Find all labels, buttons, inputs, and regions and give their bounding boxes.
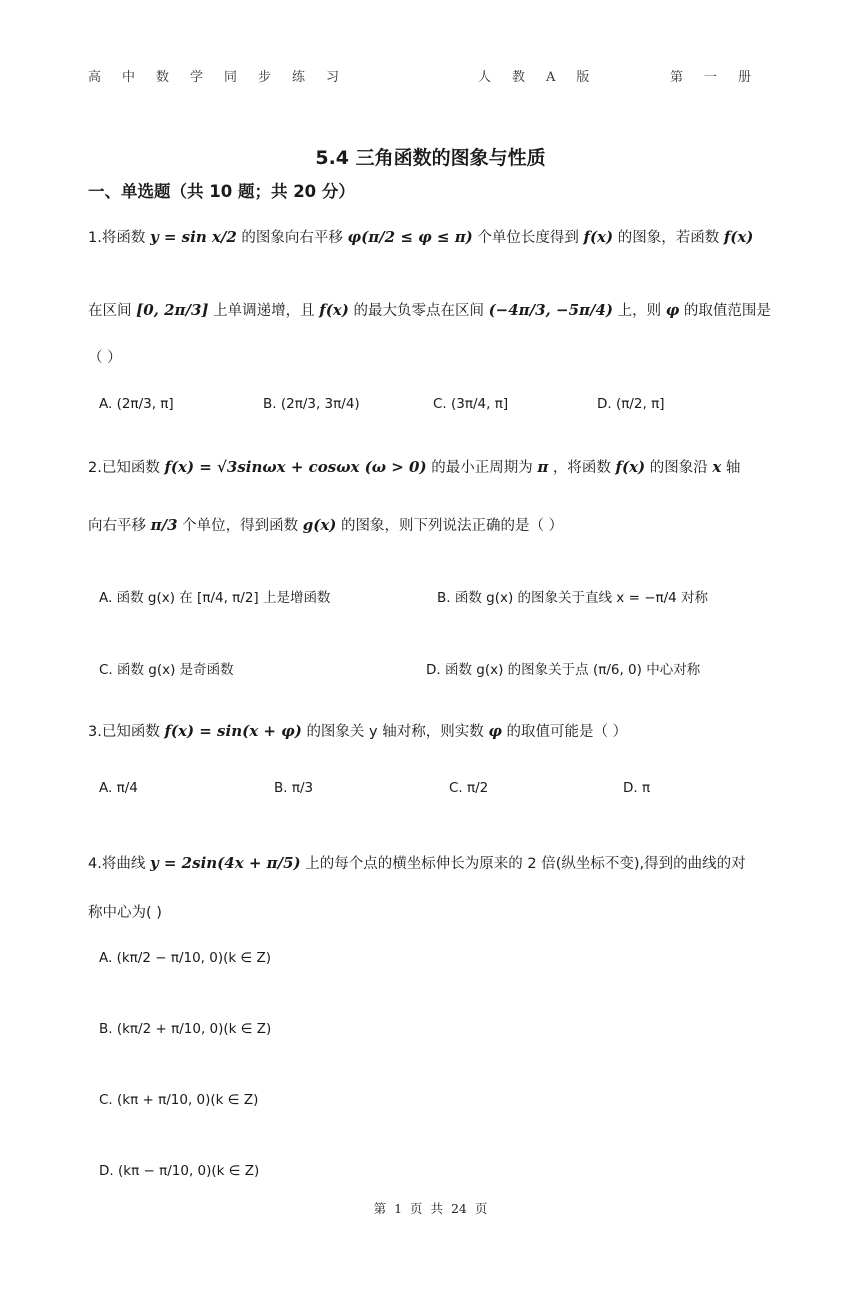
math-expr: y = sin x/2 bbox=[149, 228, 237, 246]
option-2d[interactable]: D. 函数 g(x) 的图象关于点 (π/6, 0) 中心对称 bbox=[426, 662, 701, 678]
option-4d[interactable]: D. (kπ − π/10, 0)(k ∈ Z) bbox=[99, 1163, 260, 1179]
option-1d[interactable]: D. (π/2, π] bbox=[597, 396, 665, 412]
math-expr: φ(π/2 ≤ φ ≤ π) bbox=[347, 228, 473, 246]
math-expr: φ bbox=[665, 301, 680, 319]
math-expr: y = 2sin(4x + π/5) bbox=[149, 854, 301, 872]
math-expr: [0, 2π/3] bbox=[136, 301, 209, 319]
math-expr: (−4π/3, −5π/4) bbox=[488, 301, 614, 319]
question-1-line-1: 1.将函数 y = sin x/2 的图象向右平移 φ(π/2 ≤ φ ≤ π) 个单位长度得到 f(x) 的图象，若函数 f(x) bbox=[88, 228, 754, 246]
math-expr: f(x) bbox=[583, 228, 614, 246]
option-4b[interactable]: B. (kπ/2 + π/10, 0)(k ∈ Z) bbox=[99, 1021, 272, 1037]
option-2b[interactable]: B. 函数 g(x) 的图象关于直线 x = −π/4 对称 bbox=[437, 590, 709, 606]
option-1a[interactable]: A. (2π/3, π] bbox=[99, 396, 174, 412]
option-3d[interactable]: D. π bbox=[623, 780, 651, 796]
header-right: 第一册 bbox=[670, 70, 773, 85]
question-1-line-2: 在区间 [0, 2π/3] 上单调递增，且 f(x) 的最大负零点在区间 (−4π/3, −5π/4) 上，则 φ 的取值范围是 bbox=[88, 301, 771, 319]
math-expr: φ bbox=[488, 722, 502, 740]
math-expr: f(x) = √3sinωx + cosωx (ω > 0) bbox=[164, 458, 427, 476]
question-3-line-1: 3.已知函数 f(x) = sin(x + φ) 的图象关 y 轴对称，则实数 φ 的取值可能是（ ） bbox=[88, 722, 628, 740]
question-2-line-1: 2.已知函数 f(x) = √3sinωx + cosωx (ω > 0) 的最小正周期为 π ，将函数 f(x) 的图象沿 x 轴 bbox=[88, 458, 741, 476]
math-expr: g(x) bbox=[302, 516, 337, 534]
math-expr: π/3 bbox=[150, 516, 178, 534]
question-1-line-3: （ ） bbox=[88, 350, 122, 366]
math-expr: f(x) bbox=[615, 458, 646, 476]
option-3c[interactable]: C. π/2 bbox=[449, 780, 489, 796]
option-4a[interactable]: A. (kπ/2 − π/10, 0)(k ∈ Z) bbox=[99, 950, 272, 966]
option-3a[interactable]: A. π/4 bbox=[99, 780, 138, 796]
option-1b[interactable]: B. (2π/3, 3π/4) bbox=[263, 396, 360, 412]
math-expr: f(x) = sin(x + φ) bbox=[164, 722, 302, 740]
math-expr: f(x) bbox=[723, 228, 754, 246]
section-heading: 一、单选题（共 10 题；共 20 分） bbox=[88, 182, 355, 201]
math-expr: π bbox=[537, 458, 549, 476]
question-4-line-1: 4.将曲线 y = 2sin(4x + π/5) 上的每个点的横坐标伸长为原来的 2 倍(纵坐标不变),得到的曲线的对 bbox=[88, 854, 746, 872]
header-middle: 人教A版 bbox=[478, 70, 611, 85]
question-2-line-2: 向右平移 π/3 个单位，得到函数 g(x) 的图象，则下列说法正确的是（ ） bbox=[88, 516, 564, 534]
option-2a[interactable]: A. 函数 g(x) 在 [π/4, π/2] 上是增函数 bbox=[99, 590, 331, 606]
header-left: 高中数学同步练习 bbox=[88, 70, 361, 85]
question-4-line-2: 称中心为( ) bbox=[88, 905, 162, 921]
math-expr: f(x) bbox=[319, 301, 349, 319]
option-1c[interactable]: C. (3π/4, π] bbox=[433, 396, 509, 412]
option-2c[interactable]: C. 函数 g(x) 是奇函数 bbox=[99, 662, 234, 678]
page-title: 5.4 三角函数的图象与性质 bbox=[315, 147, 546, 169]
option-4c[interactable]: C. (kπ + π/10, 0)(k ∈ Z) bbox=[99, 1092, 259, 1108]
option-3b[interactable]: B. π/3 bbox=[274, 780, 314, 796]
page-footer: 第 1 页 共 24 页 bbox=[373, 1201, 488, 1216]
math-expr: x bbox=[712, 458, 722, 476]
